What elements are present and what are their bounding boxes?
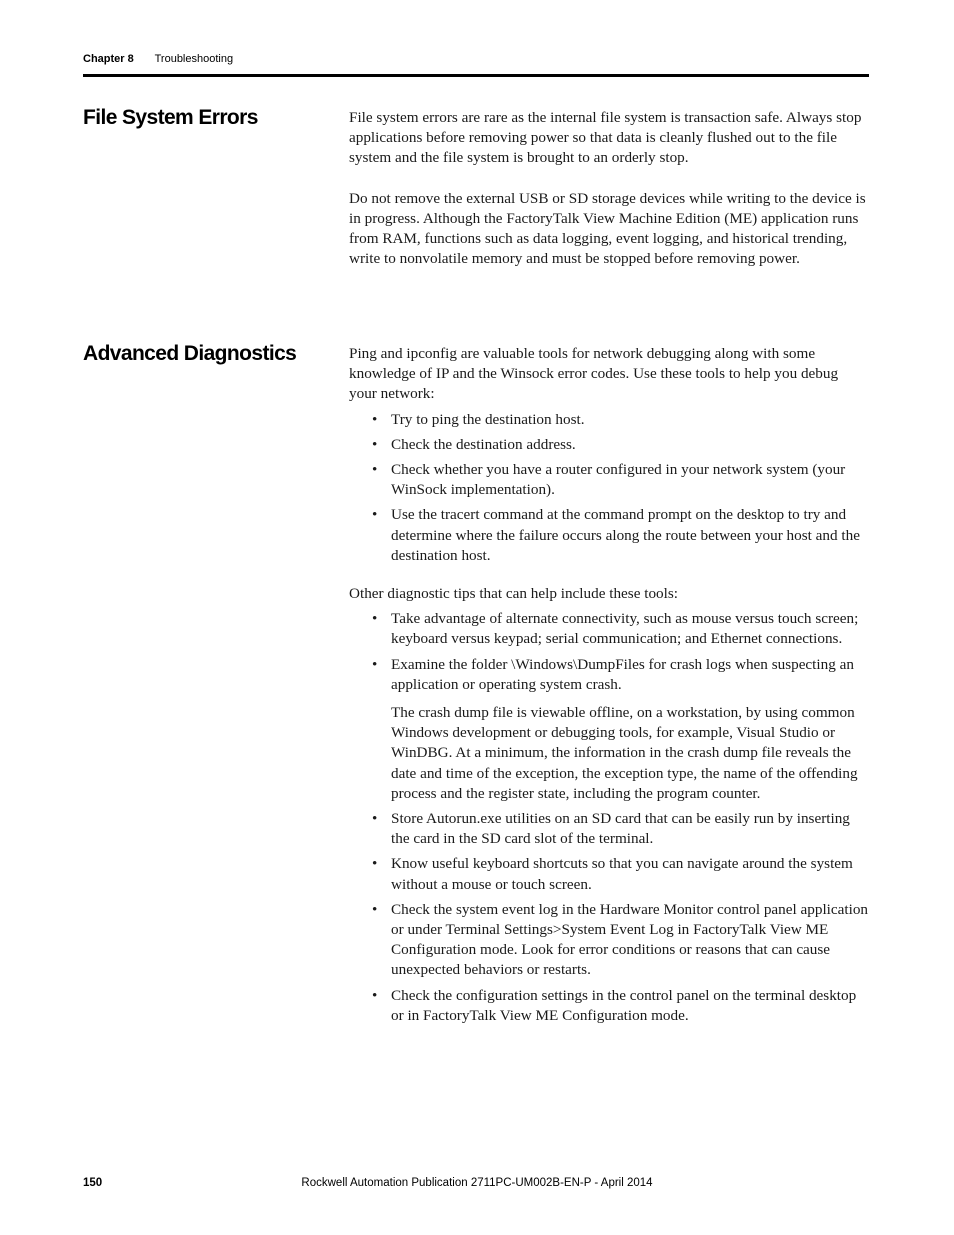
list-item-text: Know useful keyboard shortcuts so that you can navigate around the system without a mouse or touch screen. [391,855,853,893]
list-item [372,655,869,804]
bullet-icon: • [372,855,378,873]
bullet-icon: • [372,986,378,1004]
list-item [372,505,869,566]
file-system-errors-heading: File System Errors [83,106,258,129]
file-system-errors-body [349,108,869,269]
advanced-diagnostics-heading: Advanced Diagnostics [83,342,297,365]
bullet-icon: • [372,435,378,453]
bullet-icon: • [372,410,378,428]
list-item-text: Check the system event log in the Hardware Monitor control panel application or under Terminal Settings>System Event Log in FactoryTalk View ME Configuration mode. Look for error conditions or reasons that can cause unexpected behaviors or restarts. [391,900,869,979]
list-item [372,854,869,894]
bullet-icon: • [372,655,378,673]
bullet-icon: • [372,610,378,628]
list-item [372,986,869,1026]
bullet-icon: • [372,506,378,524]
list-item-text: Try to ping the destination host. [391,410,585,428]
bullet-icon: • [372,810,378,828]
list-item-text: Check the configuration settings in the control panel on the terminal desktop or in FactoryTalk View ME Configuration mode. [391,986,857,1024]
list-item-text: Store Autorun.exe utilities on an SD card that can be easily run by inserting the card in the SD card slot of the terminal. [391,810,850,848]
list-item [372,460,869,500]
list-item-text: Check the destination address. [391,435,576,453]
list-item-text: Take advantage of alternate connectivity, such as mouse versus touch screen; keyboard versus keypad; serial communication; and Ethernet connections. [391,610,859,648]
crash-dump-note: The crash dump file is viewable offline, on a workstation, by using common Windows development or debugging tools, for example, Visual Studio or WinDBG. At a minimum, the information in the crash dump file reveals the date and time of the exception, the exception type, the name of the offending process and the register state, including the program counter. [391,704,858,802]
list-item [372,609,869,649]
list-item [372,809,869,849]
network-tips-list [349,410,869,566]
chapter-label: Chapter 8 [83,53,134,65]
running-header [83,53,233,65]
other-tips-list [349,609,869,1026]
list-item [372,435,869,455]
chapter-title: Troubleshooting [154,53,234,65]
advanced-diagnostics-body [349,344,869,1031]
paragraph: Do not remove the external USB or SD storage devices while writing to the device is in progress. Although the FactoryTalk View Machine Edition (ME) application runs from RAM, functions such as data logging, event logging, and historical trending, write to nonvolatile memory and must be stopped before removing power. [349,189,866,268]
list-item-text: Check whether you have a router configured in your network system (your WinSock implementation). [391,461,846,499]
other-tips-intro: Other diagnostic tips that can help include these tools: [349,585,678,603]
list-item-text: Examine the folder \Windows\DumpFiles for crash logs when suspecting an application or operating system crash. [391,655,854,693]
paragraph: File system errors are rare as the internal file system is transaction safe. Always stop applications before removing power so that data is cleanly flushed out to the file system and the file system is brought to an orderly stop. [349,109,862,167]
intro-paragraph: Ping and ipconfig are valuable tools for network debugging along with some knowledge of IP and the Winsock error codes. Use these tools to help you debug your network: [349,345,839,403]
bullet-icon: • [372,900,378,918]
list-item [372,900,869,981]
header-rule [83,74,869,77]
publication-info: Rockwell Automation Publication 2711PC-UM002B-EN-P - April 2014 [301,1177,653,1189]
bullet-icon: • [372,461,378,479]
page-number: 150 [83,1177,103,1189]
list-item-text: Use the tracert command at the command prompt on the desktop to try and determine where the failure occurs along the route between your host and the destination host. [391,506,860,564]
list-item [372,410,869,430]
